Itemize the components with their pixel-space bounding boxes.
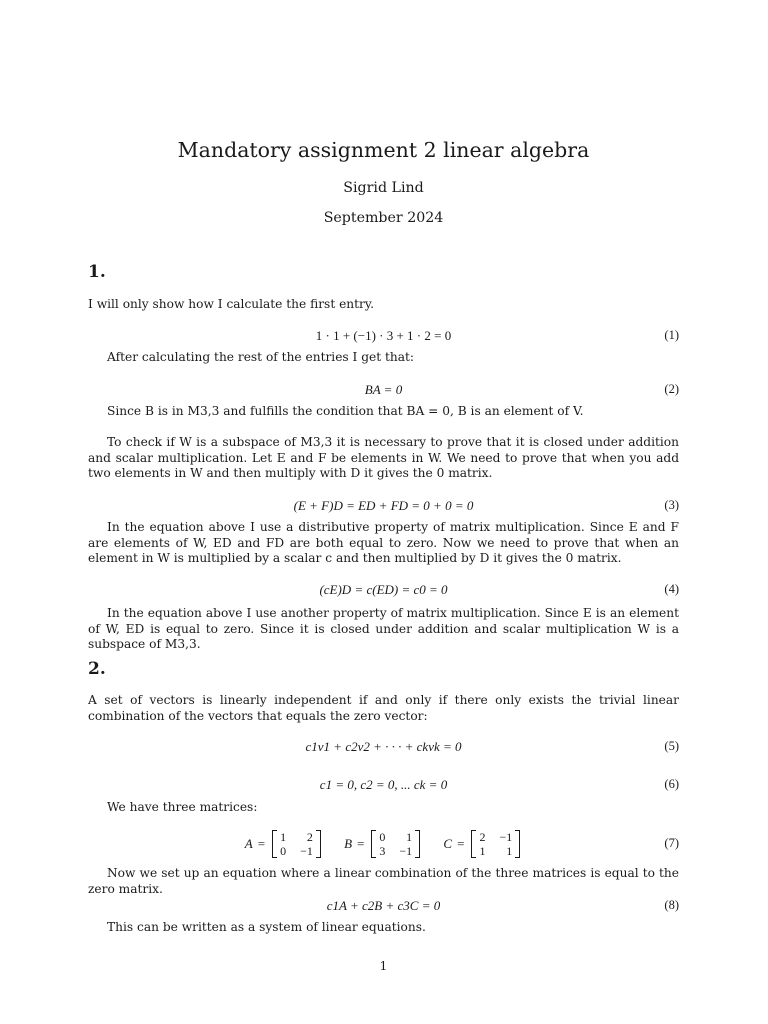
equation-2 (88, 382, 679, 400)
matrix-a-cell: 0 (280, 844, 287, 858)
equation-7 (88, 836, 679, 854)
matrix-a-equals: = (257, 836, 266, 852)
section-1-paragraph-6: In the equation above I use another property of matrix multiplication. Since E is an element of W, ED is equal to zero. Since it is closed under addition and scalar multiplication W is a subspace of M3,3. (88, 606, 679, 651)
equation-1-number: (1) (664, 328, 679, 342)
equation-8 (88, 898, 679, 916)
section-2-paragraph-2: We have three matrices: (107, 800, 258, 814)
section-2-paragraph-3: Now we set up an equation where a linear combination of the three matrices is equal to the zero matrix. (88, 866, 679, 896)
section-2-paragraph-1: A set of vectors is linearly independent if and only if there only exists the trivial linear combination of the vectors that equals the zero vector: (88, 693, 679, 723)
matrix-a-name: A (244, 836, 253, 852)
section-1-paragraph-3: Since B is in M3,3 and fulfills the condition that BA = 0, B is an element of V. (107, 404, 584, 418)
equation-7-number: (7) (664, 836, 679, 850)
section-1-heading: 1. (88, 262, 106, 282)
matrix-c-cell: −1 (499, 830, 513, 844)
section-2-heading: 2. (88, 659, 106, 679)
equation-6-body: c1 = 0, c2 = 0, ... ck = 0 (319, 777, 448, 792)
matrix-a-cell: −1 (300, 844, 313, 858)
equation-1-body: 1 · 1 + (−1) · 3 + 1 · 2 = 0 (315, 328, 452, 343)
section-1-paragraph-5: In the equation above I use a distributive property of matrix multiplication. Since E and F are elements of W, ED and FD are both equal to zero. Now we need to prove that when an element in W is multiplied by a scalar c and then multiplied by D it gives the 0 matrix. (88, 520, 679, 565)
equation-8-body: c1A + c2B + c3C = 0 (326, 898, 441, 913)
equation-6 (88, 777, 679, 795)
section-1-paragraph-4: To check if W is a subspace of M3,3 it is necessary to prove that it is closed under addition and scalar multiplication. Let E and F be elements in W. We need to prove that when you add two elements in W and then multiply with D it gives the 0 matrix. (88, 435, 679, 480)
page-number: 1 (379, 959, 388, 973)
matrix-a-cell: 2 (306, 830, 313, 844)
matrix-a-cell: 1 (280, 830, 287, 844)
matrix-b-cell: 1 (406, 830, 413, 844)
equation-4 (88, 582, 679, 600)
matrix-c-cell: 2 (479, 830, 486, 844)
equation-4-body: (cE)D = c(ED) = c0 = 0 (319, 582, 448, 597)
equation-3-number: (3) (664, 498, 679, 512)
equation-5-number: (5) (664, 739, 679, 753)
matrix-b-cell: −1 (399, 844, 413, 858)
matrix-b-cell: 3 (379, 844, 386, 858)
matrix-c-cell: 1 (506, 844, 513, 858)
equation-5-body: c1v1 + c2v2 + · · · + ckvk = 0 (305, 739, 462, 754)
document-page (88, 0, 679, 1024)
document-date: September 2024 (323, 210, 444, 226)
equation-5 (88, 739, 679, 757)
section-2-paragraph-4: This can be written as a system of linear equations. (107, 920, 426, 934)
section-1-paragraph-1: I will only show how I calculate the first entry. (88, 297, 375, 311)
equation-3-body: (E + F)D = ED + FD = 0 + 0 = 0 (293, 498, 474, 513)
equation-1 (88, 328, 679, 346)
matrix-c-equals: = (457, 836, 465, 852)
matrix-c-name: C (443, 836, 453, 852)
matrix-c-cell: 1 (479, 844, 486, 858)
section-1-paragraph-2: After calculating the rest of the entries I get that: (107, 350, 415, 364)
equation-3 (88, 498, 679, 516)
equation-2-body: BA = 0 (364, 382, 403, 397)
matrix-b-name: B (344, 836, 353, 852)
document-author: Sigrid Lind (343, 180, 424, 196)
equation-6-number: (6) (664, 777, 679, 791)
matrix-b-equals: = (357, 836, 365, 852)
equation-2-number: (2) (664, 382, 679, 396)
matrix-b-cell: 0 (379, 830, 386, 844)
document-title: Mandatory assignment 2 linear algebra (177, 138, 590, 162)
equation-4-number: (4) (664, 582, 679, 596)
equation-8-number: (8) (664, 898, 679, 912)
